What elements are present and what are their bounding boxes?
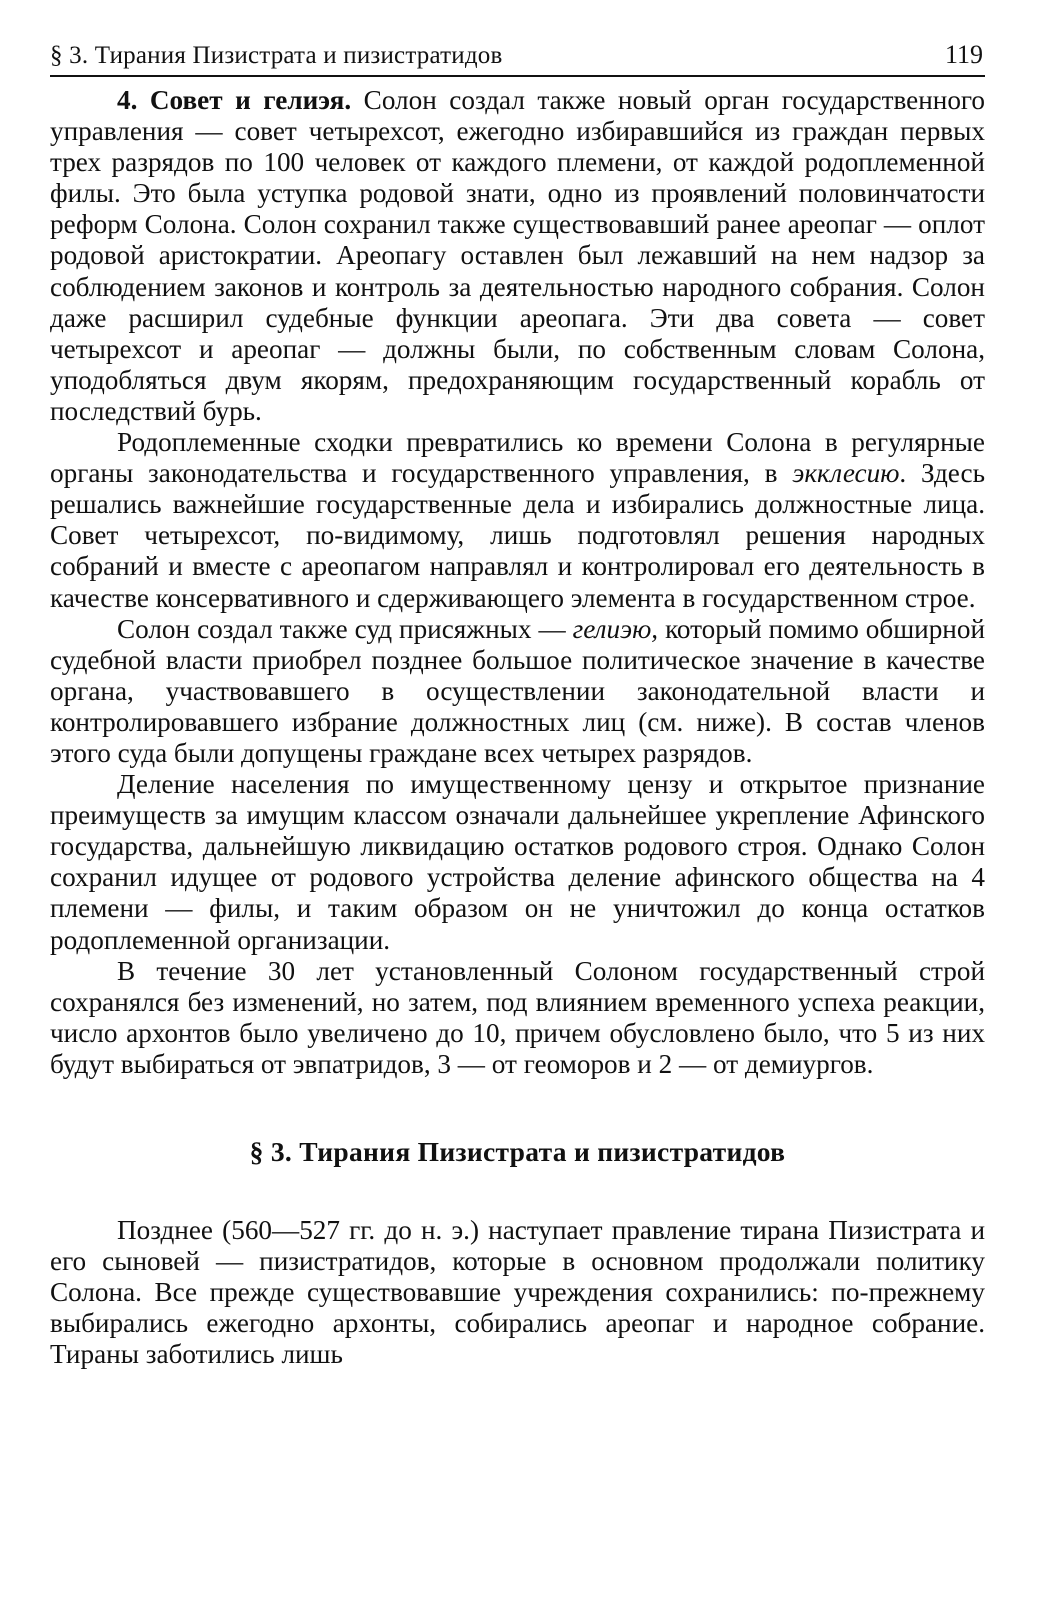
paragraph-jury-court [50, 614, 985, 769]
paragraph-text: . Здесь решались важнейшие государственные дела и избирались должностные лица. Совет четырехсот, по-видимому, лишь подготовлял решения народных собраний и вместе с ареопагом направлял и контролировал его деятельность в качестве консервативного и сдерживающего элемента в государственном строе. [50, 458, 985, 613]
book-page [50, 40, 985, 1370]
paragraph-text: Солон создал также суд присяжных — [117, 613, 573, 644]
paragraph-archons: В течение 30 лет установленный Солоном государственный строй сохранялся без изменений, но затем, под влиянием временного успеха реакции, число архонтов было увеличено до 10, причем обусловлено было, что 5 из них будут выбираться от эвпатридов, 3 — от геоморов и 2 — от демиургов. [50, 955, 985, 1079]
main-text [50, 85, 985, 1370]
paragraph-pisistratus: Позднее (560—527 гг. до н. э.) наступает правление тирана Пизистрата и его сыновей — пизистратидов, которые в основном продолжали политику Солона. Все прежде существовавшие учреждения сохранились: по-прежнему выбирались ежегодно архонты, собирались ареопаг и народное собрание. Тираны заботились лишь [50, 1215, 985, 1370]
paragraph-council-heliaea [50, 85, 985, 427]
section-heading: § 3. Тирания Пизистрата и пизистратидов [249, 1136, 786, 1167]
running-title: § 3. Тирания Пизистрата и пизистратидов [50, 42, 503, 69]
subsection-lead: 4. Совет и гелиэя. [117, 85, 352, 115]
term-heliaea: гелиэю, [572, 613, 659, 644]
term-ecclesia: экклесию [792, 458, 900, 489]
running-header [50, 40, 985, 77]
paragraph-property-census: Деление населения по имущественному цензу и открытое признание преимуществ за имущим классом означали дальнейшее укрепление Афинского государства, дальнейшую ликвидацию остатков родового строя. Однако Солон сохранил идущее от родового устройства деление афинского общества на 4 племени — филы, и таким образом он не уничтожил до конца остатков родоплеменной организации. [50, 769, 985, 955]
paragraph-text: Солон создал также новый орган государственного управления — совет четырехсот, ежегодно избиравшийся из граждан первых трех разрядов по 100 человек от каждого племени, от каждой родоплеменной филы. Это была уступка родовой знати, одно из проявлений половинчатости реформ Солона. Солон сохранил также существовавший ранее ареопаг — оплот родовой аристократии. Ареопагу оставлен был лежавший на нем надзор за соблюдением законов и контроль за деятельностью народного собрания. Солон даже расширил судебные функции ареопага. Эти два совета — совет четырехсот и ареопаг — должны были, по собственным словам Солона, уподобляться двум якорям, предохраняющим государственный корабль от последствий бурь. [50, 85, 986, 426]
paragraph-text: Родоплеменные сходки превратились ко времени Солона в регулярные органы законодательства и государственного управления, в [50, 427, 985, 489]
paragraph-text: который помимо обширной судебной власти приобрел позднее большое политическое значение в качестве органа, участвовавшего в осуществлении законодательной власти и контролировавшего избрание должностных лиц (см. ниже). В состав членов этого суда были допущены граждане всех четырех разрядов. [50, 613, 986, 768]
paragraph-ecclesia [50, 427, 985, 614]
page-number: 119 [944, 40, 983, 69]
